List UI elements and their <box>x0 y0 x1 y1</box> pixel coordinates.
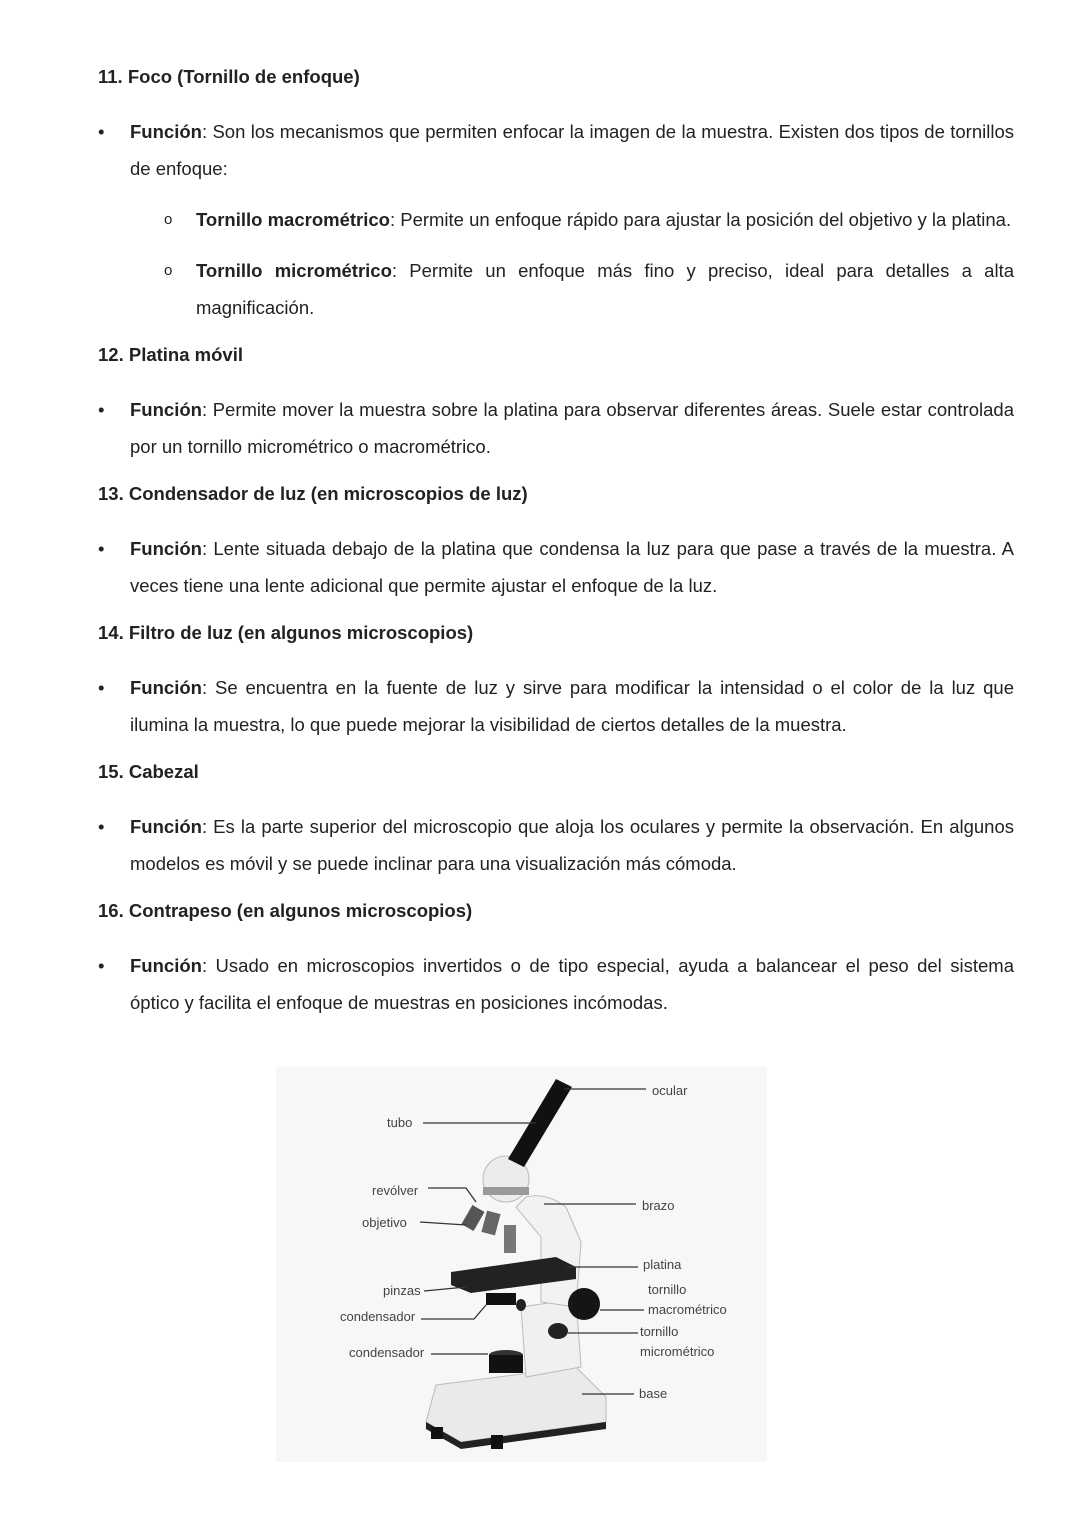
section-heading: 12. Platina móvil <box>98 344 243 365</box>
term-label: Tornillo macrométrico <box>196 209 390 230</box>
description-text: : Son los mecanismos que permiten enfocar la imagen de la muestra. Existen dos tipos de tornillos de enfoque: <box>130 121 1014 179</box>
label-tornillo-macro: tornillo <box>648 1282 687 1297</box>
label-platina: platina <box>643 1257 682 1272</box>
bullet-item <box>98 947 1014 1021</box>
description-text: : Permite mover la muestra sobre la platina para observar diferentes áreas. Suele estar controlada por un tornillo micrométrico o macrométrico. <box>130 399 1014 457</box>
term-label: Función <box>130 677 202 698</box>
sub-bullet-item <box>98 201 1014 238</box>
microscope-diagram <box>276 1067 767 1462</box>
circle-bullet-icon: o <box>164 211 173 228</box>
term-label: Función <box>130 955 202 976</box>
section <box>98 757 1014 882</box>
bullet-item <box>98 808 1014 882</box>
microscope-illustration <box>276 1067 767 1462</box>
section <box>98 62 1014 326</box>
label-revolver: revólver <box>372 1183 419 1198</box>
bullet-item <box>98 113 1014 187</box>
label-macrometrico: macrométrico <box>648 1302 727 1317</box>
bullet-icon: • <box>98 538 105 559</box>
bullet-icon: • <box>98 816 105 837</box>
bullet-item <box>98 530 1014 604</box>
label-condensador: condensador <box>340 1309 416 1324</box>
bullet-icon: • <box>98 677 105 698</box>
section <box>98 896 1014 1021</box>
label-condensador-2: condensador <box>349 1345 425 1360</box>
label-tubo: tubo <box>387 1115 413 1130</box>
label-pinzas: pinzas <box>383 1283 421 1298</box>
section-heading: 13. Condensador de luz (en microscopios de luz) <box>98 483 528 504</box>
section <box>98 479 1014 604</box>
bullet-item <box>98 391 1014 465</box>
circle-bullet-icon: o <box>164 262 173 279</box>
term-label: Función <box>130 121 202 142</box>
section-heading: 11. Foco (Tornillo de enfoque) <box>98 66 360 87</box>
description-text: : Permite un enfoque más fino y preciso, ideal para detalles a alta magnificación. <box>196 260 1014 318</box>
description-text: : Permite un enfoque rápido para ajustar la posición del objetivo y la platina. <box>389 209 1012 230</box>
section <box>98 340 1014 465</box>
label-base: base <box>639 1386 668 1401</box>
term-label: Función <box>130 538 202 559</box>
label-ocular: ocular <box>652 1083 688 1098</box>
label-micrometrico: micrométrico <box>640 1344 715 1359</box>
description-text: : Se encuentra en la fuente de luz y sirve para modificar la intensidad o el color de la luz que ilumina la muestra, lo que puede mejorar la visibilidad de ciertos detalles de la muestra. <box>130 677 1014 735</box>
description-text: : Es la parte superior del microscopio que aloja los oculares y permite la observación. En algunos modelos es móvil y se puede inclinar para una visualización más cómoda. <box>130 816 1014 874</box>
sub-bullet-item <box>98 252 1014 326</box>
section <box>98 618 1014 743</box>
description-text: : Lente situada debajo de la platina que condensa la luz para que pase a través de la muestra. A veces tiene una lente adicional que permite ajustar el enfoque de la luz. <box>130 538 1014 596</box>
label-objetivo: objetivo <box>362 1215 407 1230</box>
section-heading: 15. Cabezal <box>98 761 199 782</box>
document-content <box>98 62 1014 1035</box>
section-heading: 14. Filtro de luz (en algunos microscopios) <box>98 622 474 643</box>
label-tornillo-micro: tornillo <box>640 1324 679 1339</box>
term-label: Función <box>130 816 202 837</box>
bullet-item <box>98 669 1014 743</box>
term-label: Función <box>130 399 202 420</box>
section-heading: 16. Contrapeso (en algunos microscopios) <box>98 900 473 921</box>
bullet-icon: • <box>98 399 105 420</box>
label-brazo: brazo <box>642 1198 675 1213</box>
description-text: : Usado en microscopios invertidos o de tipo especial, ayuda a balancear el peso del sistema óptico y facilita el enfoque de muestras en posiciones incómodas. <box>130 955 1014 1013</box>
bullet-icon: • <box>98 955 105 976</box>
term-label: Tornillo micrométrico <box>196 260 392 281</box>
bullet-icon: • <box>98 121 105 142</box>
